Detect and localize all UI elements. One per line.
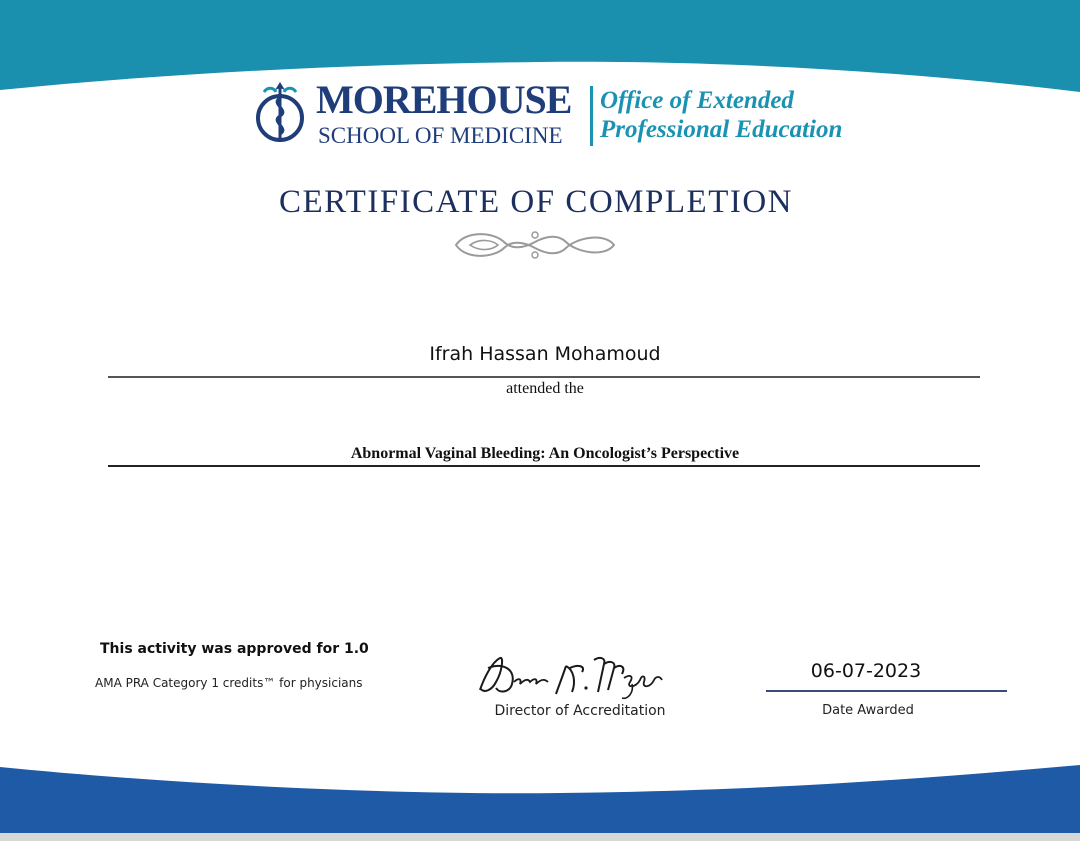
school-subtitle: SCHOOL OF MEDICINE <box>318 123 563 148</box>
attended-text: attended the <box>506 380 584 397</box>
office-line-2: Professional Education <box>600 116 843 143</box>
ornamental-flourish-icon <box>446 224 624 266</box>
handwritten-signature <box>474 648 670 702</box>
recipient-rule <box>108 376 980 378</box>
office-name <box>600 86 842 144</box>
certificate-title: CERTIFICATE OF COMPLETION <box>278 184 794 220</box>
bottom-wave-band <box>0 755 1080 841</box>
date-awarded-value: 06-07-2023 <box>810 660 922 682</box>
signature-title: Director of Accreditation <box>494 703 666 719</box>
date-awarded-label: Date Awarded <box>822 703 914 718</box>
course-title: Abnormal Vaginal Bleeding: An Oncologist’s Perspective <box>350 445 740 462</box>
approval-statement: This activity was approved for 1.0 <box>100 641 369 657</box>
office-line-1: Office of Extended <box>600 87 794 114</box>
logo-divider <box>590 86 593 146</box>
caduceus-emblem-icon <box>254 78 310 148</box>
credits-statement: AMA PRA Category 1 credits™ for physicians <box>95 676 363 690</box>
course-rule <box>108 465 980 467</box>
date-rule <box>766 690 1007 692</box>
recipient-name: Ifrah Hassan Mohamoud <box>429 343 661 365</box>
school-logo <box>254 78 874 154</box>
school-name: MOREHOUSE <box>316 77 572 122</box>
